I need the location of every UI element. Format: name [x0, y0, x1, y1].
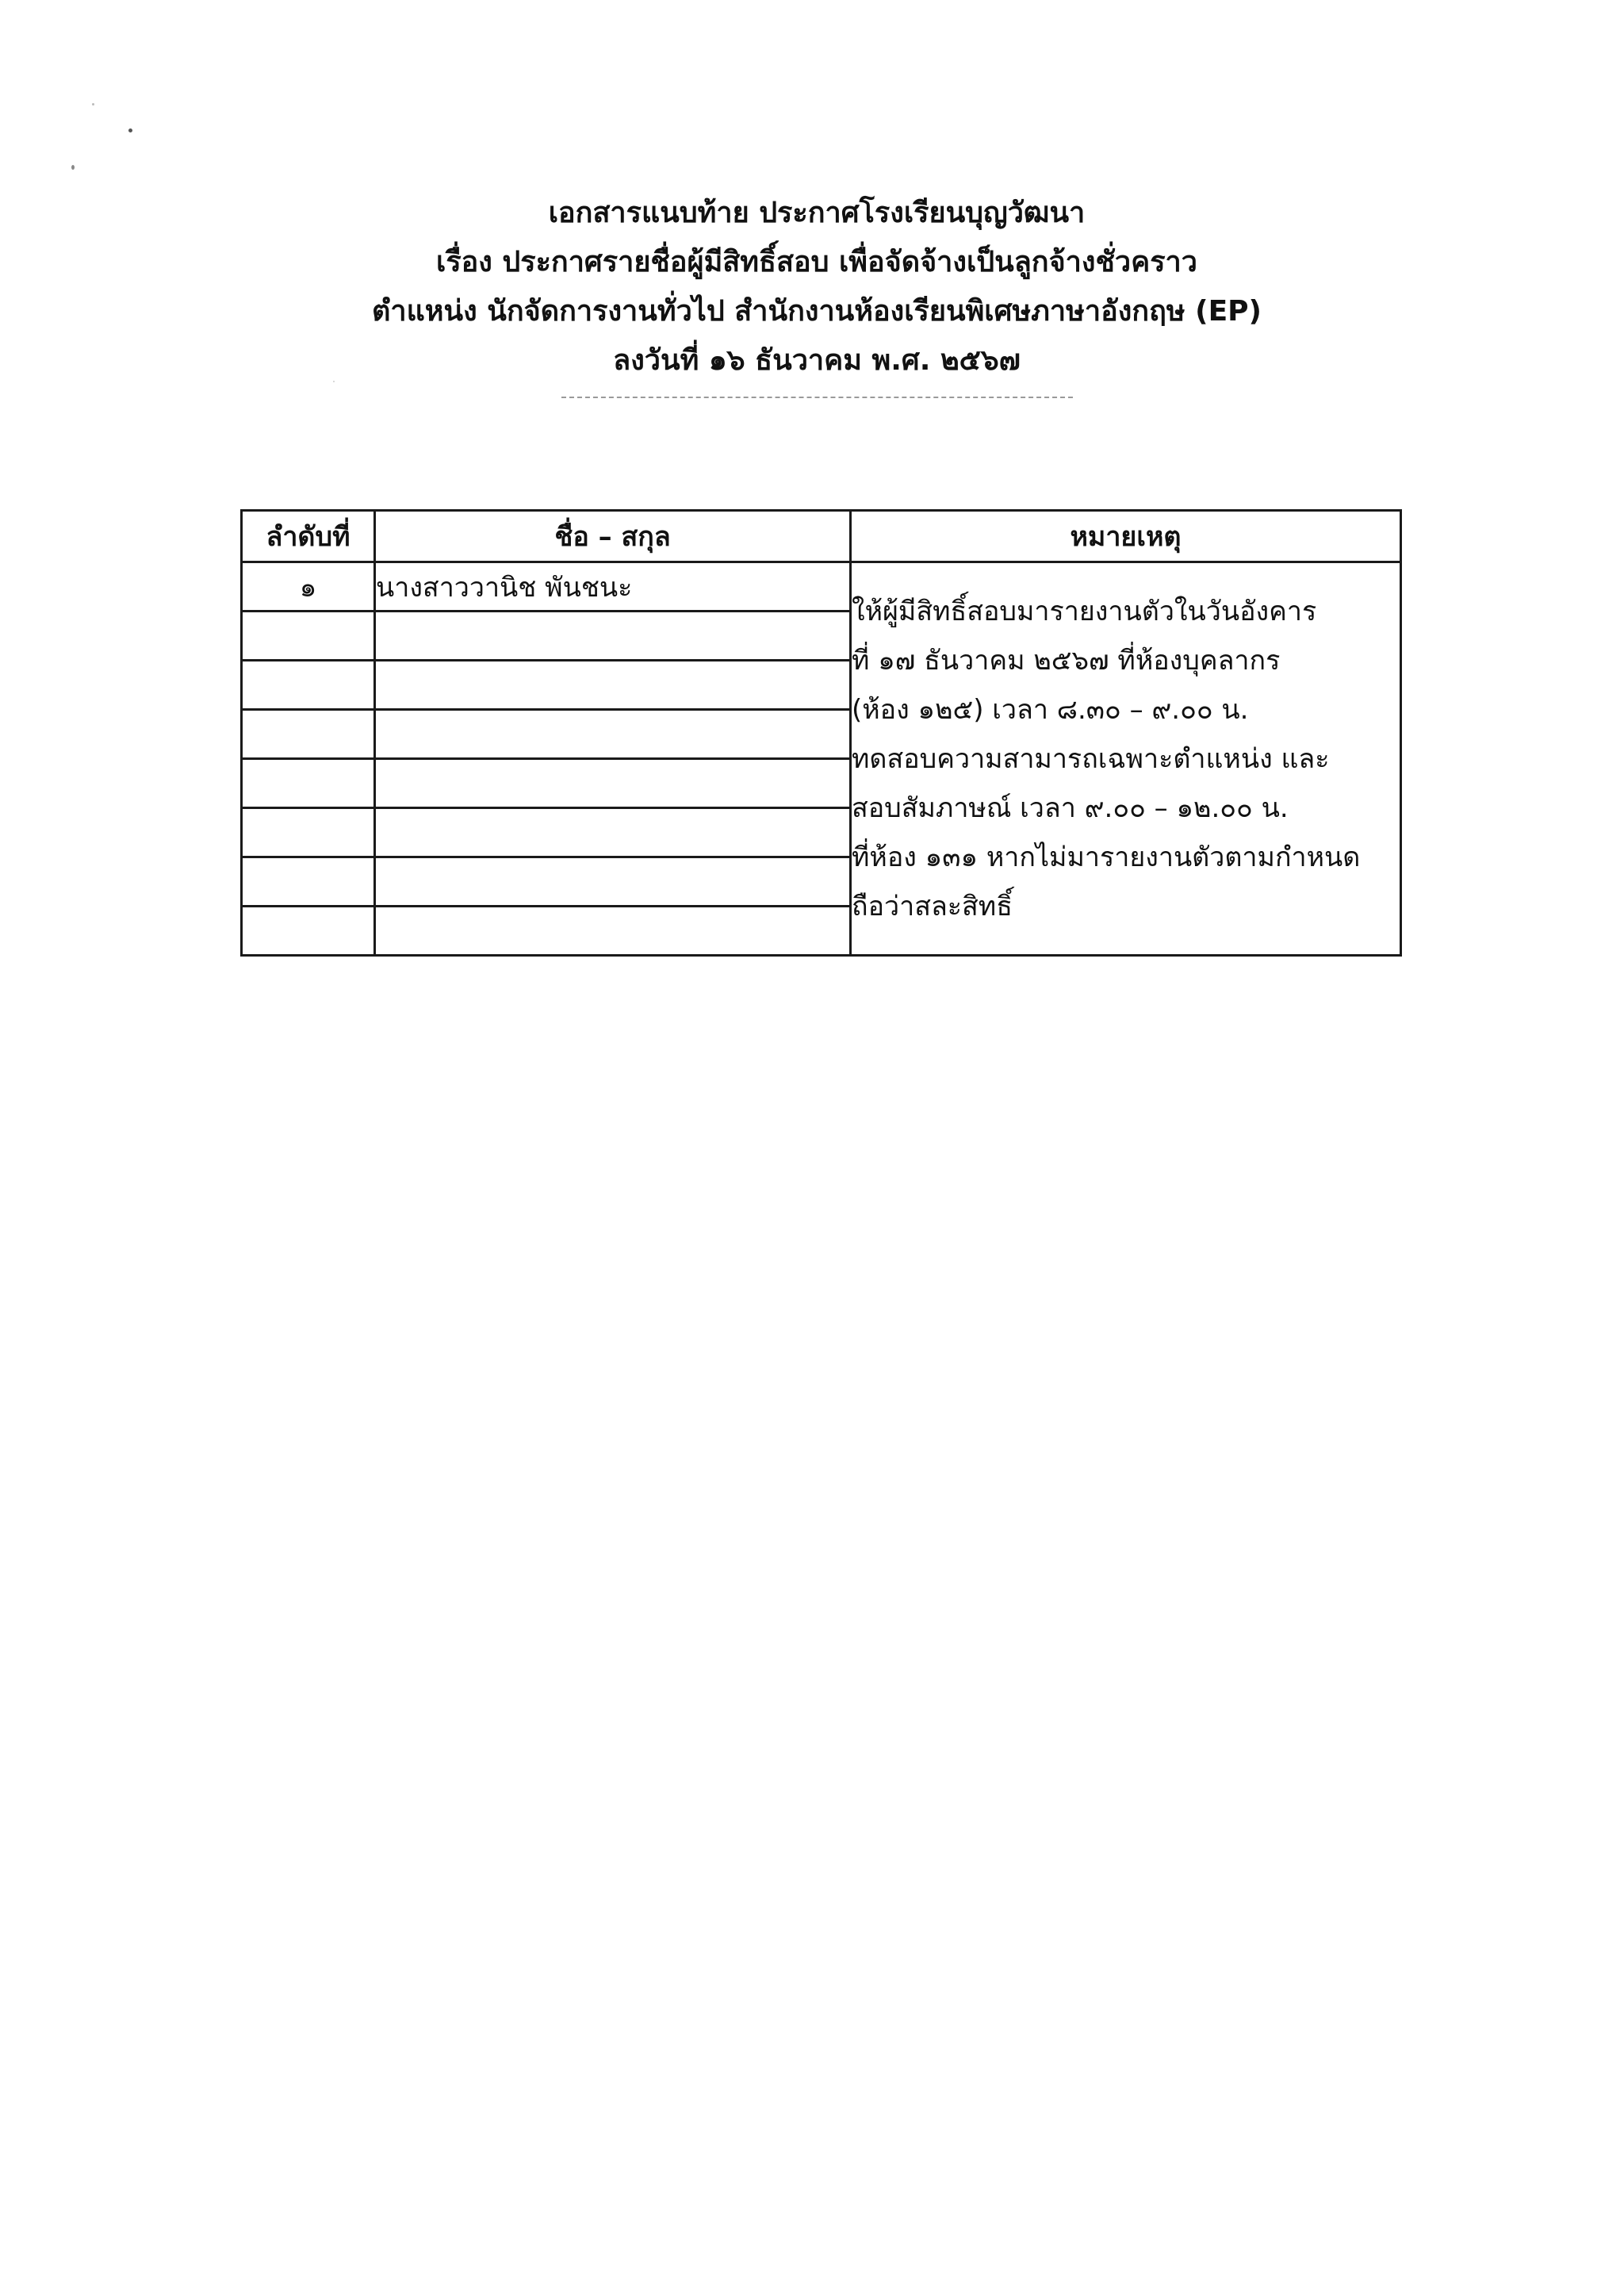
note-line: ที่ห้อง ๑๓๑ หากไม่มารายงานตัวตามกำหนด [852, 841, 1361, 873]
note-line: สอบสัมภาษณ์ เวลา ๙.๐๐ – ๑๒.๐๐ น. [852, 792, 1289, 824]
scan-speck [128, 128, 132, 132]
cell-no [242, 710, 375, 759]
cell-name [375, 710, 851, 759]
scan-speck [92, 103, 94, 105]
cell-name: นางสาววานิช พันชนะ [375, 562, 851, 612]
roster-table-wrap [240, 509, 1400, 953]
cell-no [242, 759, 375, 808]
note-line: ที่ ๑๗ ธันวาคม ๒๕๖๗ ที่ห้องบุคลากร [852, 644, 1281, 677]
cell-name [375, 661, 851, 710]
note-line: (ห้อง ๑๒๕) เวลา ๘.๓๐ – ๙.๐๐ น. [852, 693, 1249, 726]
header-line-date: ลงวันที่ ๑๖ ธันวาคม พ.ศ. ๒๕๖๗ [613, 344, 1021, 377]
header-line-position: ตำแหน่ง นักจัดการงานทั่วไป สำนักงานห้องเรียนพิเศษภาษาอังกฤษ (EP) [371, 295, 1262, 328]
table-header-row [242, 511, 1401, 562]
cell-name [375, 808, 851, 857]
header-divider [561, 397, 1073, 398]
note-line: ทดสอบความสามารถเฉพาะตำแหน่ง และ [852, 742, 1330, 775]
roster-table [240, 509, 1402, 957]
scan-speck [71, 165, 75, 170]
table-row [242, 562, 1401, 612]
cell-name [375, 612, 851, 661]
cell-name [375, 759, 851, 808]
cell-no: ๑ [242, 562, 375, 612]
cell-no [242, 808, 375, 857]
cell-name [375, 857, 851, 907]
cell-note [851, 562, 1401, 956]
cell-name [375, 907, 851, 956]
cell-no [242, 612, 375, 661]
note-line: ให้ผู้มีสิทธิ์สอบมารายงานตัวในวันอังคาร [852, 595, 1317, 627]
header-line-subject: เรื่อง ประกาศรายชื่อผู้มีสิทธิ์สอบ เพื่อจัดจ้างเป็นลูกจ้างชั่วคราว [436, 246, 1197, 278]
header-line-attachment: เอกสารแนบท้าย ประกาศโรงเรียนบุญวัฒนา [548, 197, 1086, 229]
cell-no [242, 907, 375, 956]
cell-no [242, 857, 375, 907]
cell-no [242, 661, 375, 710]
document-header [238, 189, 1396, 398]
note-line: ถือว่าสละสิทธิ์ [852, 890, 1013, 922]
column-header-no: ลำดับที่ [242, 511, 375, 562]
column-header-name: ชื่อ – สกุล [375, 511, 851, 562]
column-header-note: หมายเหตุ [851, 511, 1401, 562]
